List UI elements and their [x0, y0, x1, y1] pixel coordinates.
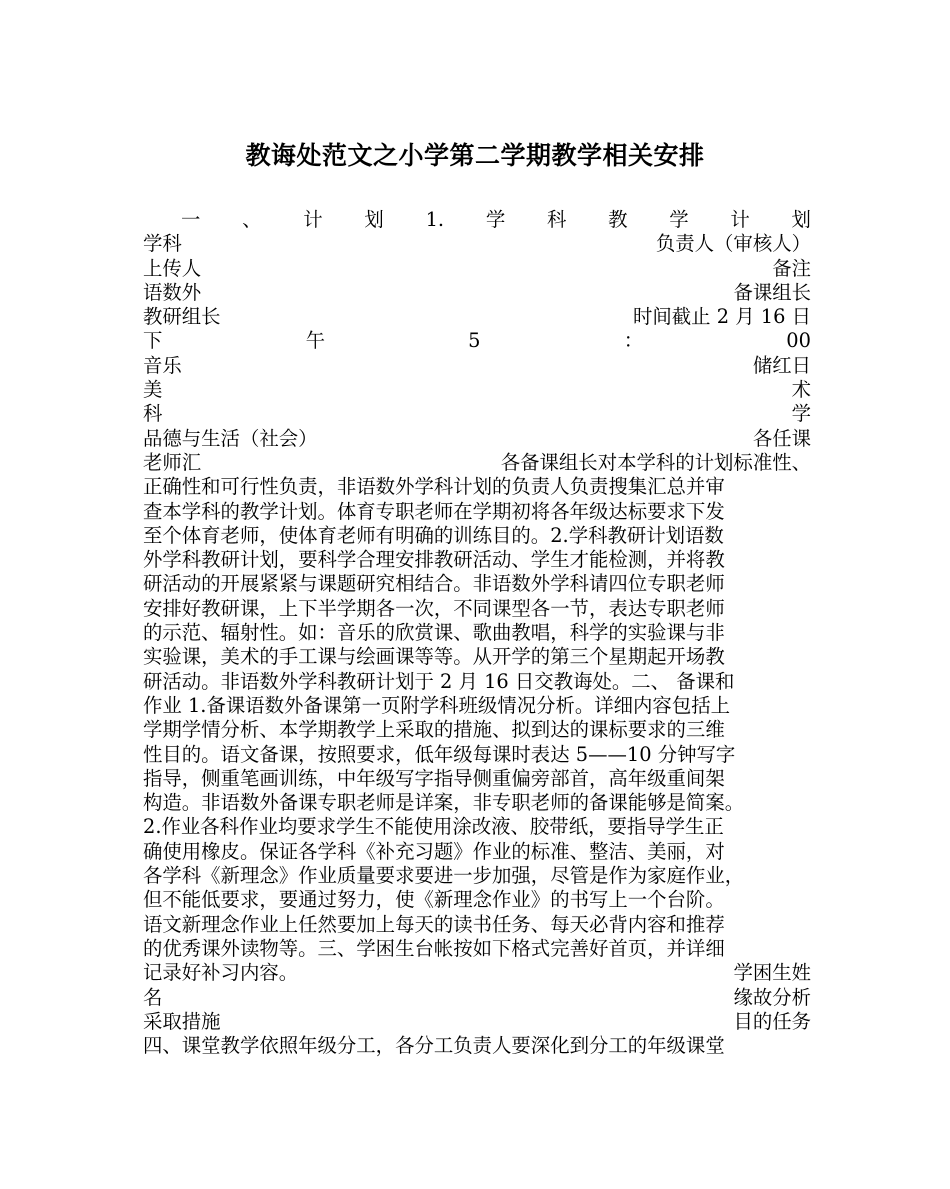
- text-line: [143, 281, 811, 305]
- spread-text-segment: 计: [303, 208, 323, 231]
- text-line: 安排好教研课，上下半学期各一次，不同课型各一节，表达专职老师: [143, 596, 725, 620]
- line-left-text: 学科: [143, 232, 182, 256]
- line-right-text: 储红日: [752, 353, 811, 377]
- text-line: [143, 329, 811, 353]
- text-line: [143, 378, 811, 402]
- text-line: 但不能低要求，要通过努力，使《新理念作业》的书写上一个台阶。: [143, 888, 725, 912]
- text-line: 各学科《新理念》作业质量要求要进一步加强，尽管是作为家庭作业，: [143, 864, 745, 888]
- text-line: 至个体育老师，使体育老师有明确的训练目的。2.学科教研计划语数: [143, 523, 724, 547]
- text-line: [143, 427, 811, 451]
- spread-text-segment: 下: [143, 329, 163, 353]
- line-left-text: 采取措施: [143, 1009, 221, 1033]
- line-left-text: 品德与生活（社会）: [143, 426, 318, 450]
- line-left-text: 语数外: [143, 280, 202, 304]
- spread-text-segment: 1.: [425, 208, 445, 231]
- line-right-text: 备注: [772, 256, 811, 280]
- line-right-text: 时间截止 2 月 16 日: [632, 305, 811, 329]
- text-line: 确使用橡皮。保证各学科《补充习题》作业的标准、整洁、美丽，对: [143, 839, 725, 863]
- text-line: 正确性和可行性负责，非语数外学科计划的负责人负责搜集汇总并审: [143, 475, 725, 499]
- text-line: [143, 986, 811, 1010]
- line-left-text: 科: [143, 402, 163, 426]
- spread-text-segment: 教: [608, 208, 628, 231]
- text-line: [143, 1010, 811, 1034]
- text-line: 性目的。语文备课，按照要求，低年级每课时表达 5——10 分钟写字: [143, 742, 736, 766]
- line-right-text: 各任课: [752, 426, 811, 450]
- text-line: 研活动。非语数外学科教研计划于 2 月 16 日交教诲处。二、 备课和: [143, 669, 735, 693]
- line-right-text: 各备课组长对本学科的计划标准性、: [500, 450, 811, 474]
- spread-text-segment: 计: [730, 208, 750, 231]
- text-line: [143, 208, 811, 232]
- text-line: 构造。非语数外备课专职老师是详案，非专职老师的备课能够是简案。: [143, 791, 745, 815]
- line-right-text: 缘故分析: [733, 985, 811, 1009]
- line-right-text: 术: [791, 378, 811, 402]
- spread-text-segment: 00: [786, 329, 811, 353]
- line-right-text: 学困生姓: [733, 961, 811, 985]
- spread-text-segment: 学: [669, 208, 689, 231]
- text-line: 指导，侧重笔画训练，中年级写字指导侧重偏旁部首，高年级重间架: [143, 766, 725, 790]
- document-body: [143, 208, 811, 1058]
- spread-text-segment: 学: [485, 208, 506, 231]
- line-left-text: 老师汇: [143, 450, 202, 474]
- text-line: [143, 232, 811, 256]
- text-line: 查本学科的教学计划。体育专职老师在学期初将各年级达标要求下发: [143, 499, 725, 523]
- line-left-text: 教研组长: [143, 305, 221, 329]
- document-title: 教诲处范文之小学第二学期教学相关安排: [245, 141, 705, 170]
- text-line: 外学科教研计划，要科学合理安排教研活动、学生才能检测，并将教: [143, 548, 725, 572]
- text-line: 的优秀课外读物等。三、学困生台帐按如下格式完善好首页，并详细: [143, 936, 725, 960]
- text-line: [143, 354, 811, 378]
- spread-text-segment: 划: [364, 208, 384, 231]
- text-line: [143, 451, 811, 475]
- text-line: 作业 1.备课语数外备课第一页附学科班级情况分析。详细内容包括上: [143, 693, 730, 717]
- line-left-text: 上传人: [143, 256, 202, 280]
- spread-text-segment: 科: [546, 208, 567, 231]
- spread-text-segment: ：: [623, 329, 644, 353]
- spread-text-segment: 、: [242, 208, 262, 231]
- text-line: 的示范、辐射性。如：音乐的欣赏课、歌曲教唱，科学的实验课与非: [143, 621, 725, 645]
- text-line: 实验课，美术的手工课与绘画课等等。从开学的第三个星期起开场教: [143, 645, 725, 669]
- line-right-text: 目的任务: [733, 1009, 811, 1033]
- text-line: 四、课堂教学依照年级分工，各分工负责人要深化到分工的年级课堂: [143, 1034, 725, 1058]
- line-left-text: 记录好补习内容。: [143, 961, 299, 985]
- text-line: [143, 305, 811, 329]
- line-right-text: 负责人（审核人）: [655, 232, 811, 256]
- line-left-text: 美: [143, 378, 163, 402]
- spread-text-segment: 一: [181, 208, 201, 231]
- line-left-text: 名: [143, 985, 163, 1009]
- text-line: 学期学情分析、本学期教学上采取的措施、拟到达的课标要求的三维: [143, 718, 725, 742]
- text-line: [143, 257, 811, 281]
- text-line: 语文新理念作业上任然要加上每天的读书任务、每天必背内容和推荐: [143, 912, 725, 936]
- spread-text-segment: 5: [468, 329, 481, 353]
- line-right-text: 学: [791, 402, 811, 426]
- text-line: [143, 402, 811, 426]
- spread-text-segment: 午: [305, 329, 325, 353]
- spread-text-segment: 划: [791, 208, 811, 231]
- text-line: [143, 961, 811, 985]
- text-line: 2.作业各科作业均要求学生不能使用涂改液、胶带纸，要指导学生正: [143, 815, 724, 839]
- line-left-text: 音乐: [143, 353, 182, 377]
- text-line: 研活动的开展紧紧与课题研究相结合。非语数外学科请四位专职老师: [143, 572, 725, 596]
- line-right-text: 备课组长: [733, 280, 811, 304]
